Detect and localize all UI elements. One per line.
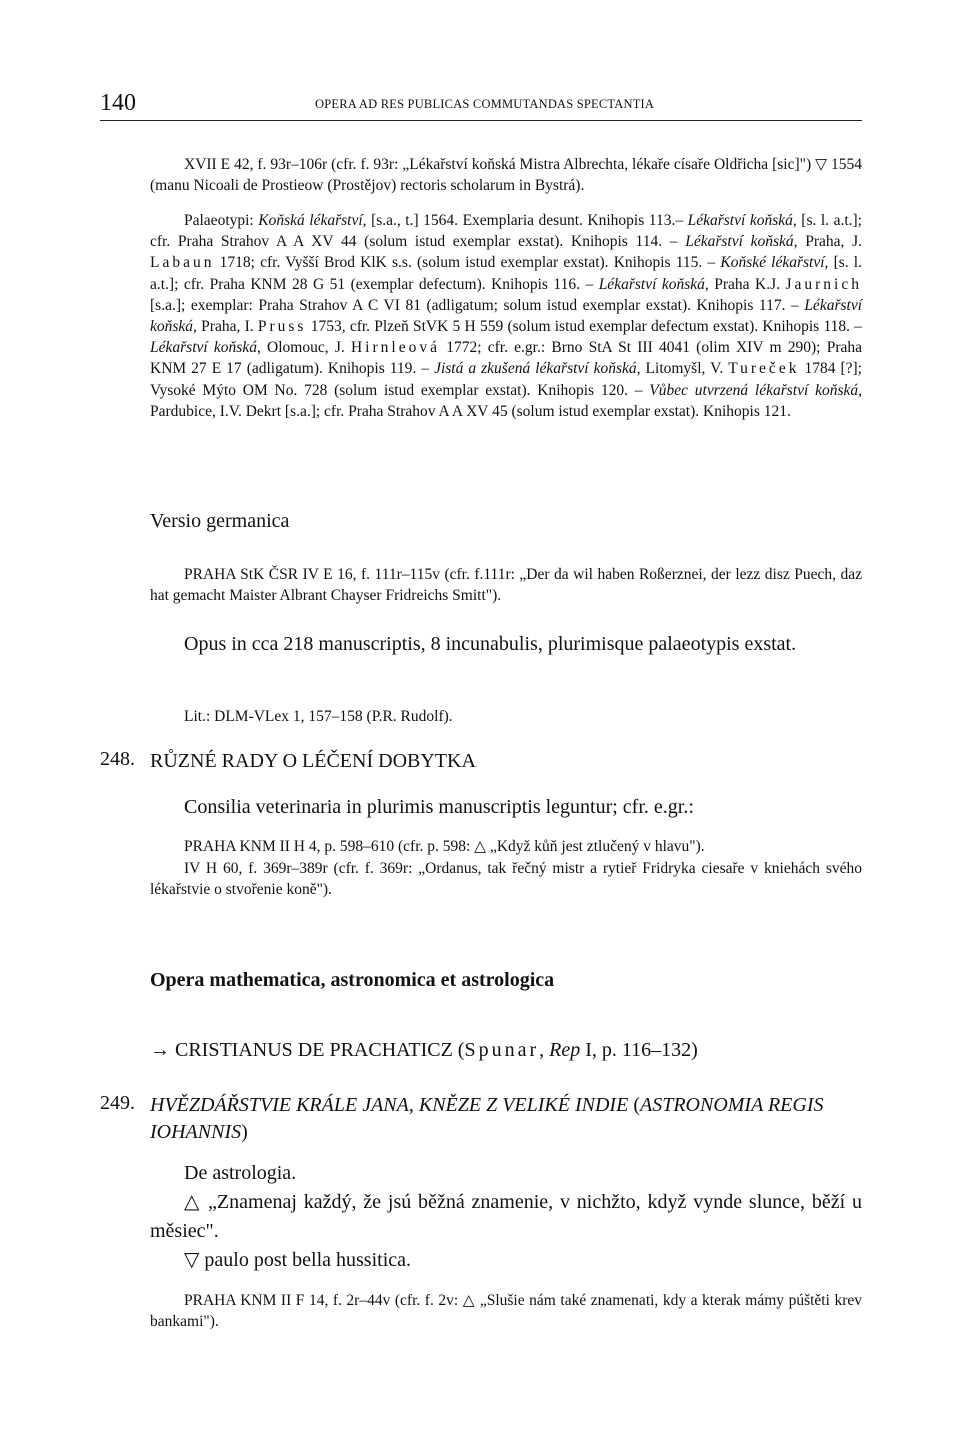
title-italic: Koňská lékařství,	[258, 212, 367, 229]
title-paren: )	[241, 1121, 248, 1143]
text-run: [s.a., t.] 1564. Exemplaria desunt. Knihopis 113.–	[366, 212, 688, 229]
printer-name: Pruss	[257, 318, 307, 336]
printer-name: Labaun	[150, 254, 215, 272]
arrow-icon: →	[150, 1039, 170, 1061]
versio-paragraph: PRAHA StK ČSR IV E 16, f. 111r–115v (cfr. f.111r: „Der da wil haben Roßerznei, der lezz disz Puech, daz hat gemacht Maister Albrant Chayser Fridreichs Smitt").	[150, 566, 862, 605]
printer-name: Hirnleová	[350, 339, 440, 357]
manuscript-paragraph: PRAHA KNM II F 14, f. 2r–44v (cfr. f. 2v: △ „Slušie nám také znamenati, kdy a kterak mámy púštěti krev bankami").	[150, 1292, 862, 1331]
title-czech: HVĚZDÁŘSTVIE KRÁLE JANA, KNĚZE Z VELIKÉ INDIE	[150, 1094, 629, 1116]
incipit-paragraph: △ „Znamenaj každý, že jsú běžná znamenie, v nichžto, když vynde slunce, běží u měsiec".	[150, 1191, 862, 1242]
text-run: 1753, cfr. Plzeň StVK 5 H 559 (solum istud exemplar defectum exstat). Knihopis 118. –	[306, 318, 862, 336]
entry-title: RŮZNÉ RADY O LÉČENÍ DOBYTKA	[150, 750, 476, 772]
text-run: Praha, I.	[196, 318, 258, 336]
title-italic: Jistá a zkušená lékařství koňská,	[434, 360, 641, 378]
title-paren: (	[628, 1094, 640, 1116]
ref-series: Rep	[549, 1039, 581, 1061]
palaeotypi-label: Palaeotypi:	[184, 212, 259, 229]
manuscript-paragraph: PRAHA KNM II H 4, p. 598–610 (cfr. p. 598: △ „Když kůň jest ztlučený v hlavu").	[184, 838, 705, 855]
opus-paragraph: Opus in cca 218 manuscriptis, 8 incunabulis, plurimisque palaeotypis exstat.	[184, 633, 797, 655]
title-italic: Koňské lékařství,	[720, 254, 829, 272]
manuscript-paragraph: IV H 60, f. 369r–389r (cfr. f. 369r: „Ordanus, tak řečný mistr a rytieř Fridryka ciesaře v kniehách svého lékařstvie o stvořenie koně").	[150, 860, 862, 899]
page-header	[100, 90, 862, 121]
consilia-paragraph: Consilia veterinaria in plurimis manuscriptis leguntur; cfr. e.gr.:	[184, 796, 694, 818]
printer-name: Tureček	[728, 360, 800, 378]
text-run: 1772; cfr. e.gr.: Brno StA St III 4041 (olim XIV m 290); Praha KNM 27 E 17 (adligatum). Knihopis 119. –	[150, 339, 862, 378]
ref-scholar: Spunar	[464, 1039, 540, 1061]
ref-separator: ,	[539, 1039, 550, 1061]
versio-heading: Versio germanica	[150, 510, 290, 532]
de-astrologia: De astrologia.	[184, 1162, 297, 1184]
cross-reference	[150, 1039, 698, 1062]
ref-author: CRISTIANUS DE PRACHATICZ (	[175, 1039, 465, 1061]
para-line-1: XVII E 42, f. 93r–106r (cfr. f. 93r: „Lékařství koňská Mistra Albrechta, lékaře císaře	[184, 156, 710, 173]
section-heading: Opera mathematica, astronomica et astrologica	[150, 969, 555, 991]
ref-pages: I, p. 116–132)	[580, 1039, 698, 1061]
text-run: 1784 [?]; Vysoké Mýto OM No. 728 (solum istud exemplar exstat). Knihopis 120. –	[150, 360, 862, 399]
title-italic: Vůbec utvrzená lékařství koňská,	[649, 381, 862, 399]
text-run: Pardubice, I.V. Dekrt [s.a.]; cfr. Praha Strahov A A XV 45 (solum istud exemplar exstat). Knihopis 121.	[150, 402, 791, 420]
title-latin: ASTRONOMIA REGIS IOHANNIS	[150, 1094, 824, 1143]
literature-note: Lit.: DLM-VLex 1, 157–158 (P.R. Rudolf).	[184, 708, 453, 725]
palaeotypi-paragraph	[150, 210, 862, 422]
text-run: [s. l. a.t.]; cfr. Praha Strahov A A XV 44 (solum istud exemplar exstat). Knihopis 114. –	[150, 212, 862, 251]
page-number: 140	[100, 90, 136, 116]
text-run: Olomouc, J.	[260, 339, 351, 357]
running-head: OPERA AD RES PUBLICAS COMMUTANDAS SPECTANTIA	[315, 97, 655, 111]
text-run: [s. l. a.t.]; cfr. Praha KNM 28 G 51 (exemplar defectum). Knihopis 116. –	[150, 254, 862, 293]
title-italic: Lékařství koňská,	[598, 275, 709, 293]
title-italic: Lékařství koňská,	[150, 339, 261, 357]
entry-number: 248.	[100, 748, 135, 770]
text-run: [s.a.]; exemplar: Praha Strahov A C VI 81 (adligatum; solum istud exemplar exstat). Knihopis 117. –	[150, 296, 805, 314]
printer-name: Jaurnich	[785, 275, 862, 293]
title-italic: Lékařství koňská,	[687, 212, 797, 229]
title-italic: Lékařství koňská,	[685, 233, 798, 251]
entry-number: 249.	[100, 1092, 135, 1114]
text-run: 1718; cfr. Vyšší Brod KlK s.s. (solum istud exemplar exstat). Knihopis 115. –	[214, 254, 721, 272]
text-run: Praha, J.	[797, 233, 863, 251]
entry-title	[150, 1092, 862, 1146]
title-italic: Lékařství koňská,	[150, 296, 862, 336]
dating-line: ▽ paulo post bella hussitica.	[184, 1249, 412, 1271]
para-line-2: Oldřicha [sic]") ▽ 1554 (manu Nicoali de Prostieow (Prostějov) rectoris scholarum in Bystrá).	[150, 156, 863, 195]
text-run: Litomyšl, V.	[640, 360, 729, 378]
text-run: Praha K.J.	[708, 275, 786, 293]
manuscript-paragraph	[150, 154, 862, 196]
